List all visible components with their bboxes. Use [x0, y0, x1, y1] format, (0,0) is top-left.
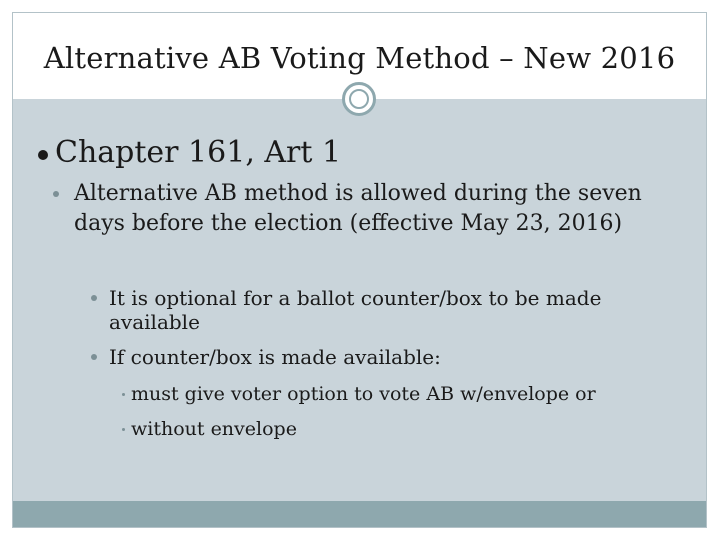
- heading-bullet: [43, 135, 341, 171]
- bullet-dot-icon: [122, 393, 125, 396]
- slide: [12, 12, 707, 528]
- divider-ring-icon: [342, 82, 376, 116]
- subpoint-text: If counter/box is made available:: [109, 345, 441, 369]
- bullet-dot-icon: [122, 428, 125, 431]
- bullet-dot-icon: [91, 354, 97, 360]
- footer-bar: [13, 501, 706, 527]
- heading-text: Chapter 161, Art 1: [55, 135, 342, 170]
- option-text: without envelope: [131, 418, 297, 440]
- option-with-envelope: [119, 382, 679, 406]
- subpoint-made-available: [93, 345, 673, 369]
- bullet-dot-icon: [53, 191, 59, 197]
- option-text: must give voter option to vote AB w/envelope or: [131, 383, 596, 405]
- subpoint-text: It is optional for a ballot counter/box to be made available: [109, 286, 602, 334]
- main-point: [58, 179, 678, 239]
- subpoint-optional: [93, 286, 673, 334]
- divider-ring-inner: [349, 89, 369, 109]
- bullet-dot-icon: [38, 150, 48, 160]
- main-point-text: Alternative AB method is allowed during the seven days before the election (effective May 23, 2016): [74, 181, 642, 236]
- option-without-envelope: [119, 417, 679, 441]
- slide-title: Alternative AB Voting Method – New 2016: [43, 41, 676, 75]
- bullet-dot-icon: [91, 295, 97, 301]
